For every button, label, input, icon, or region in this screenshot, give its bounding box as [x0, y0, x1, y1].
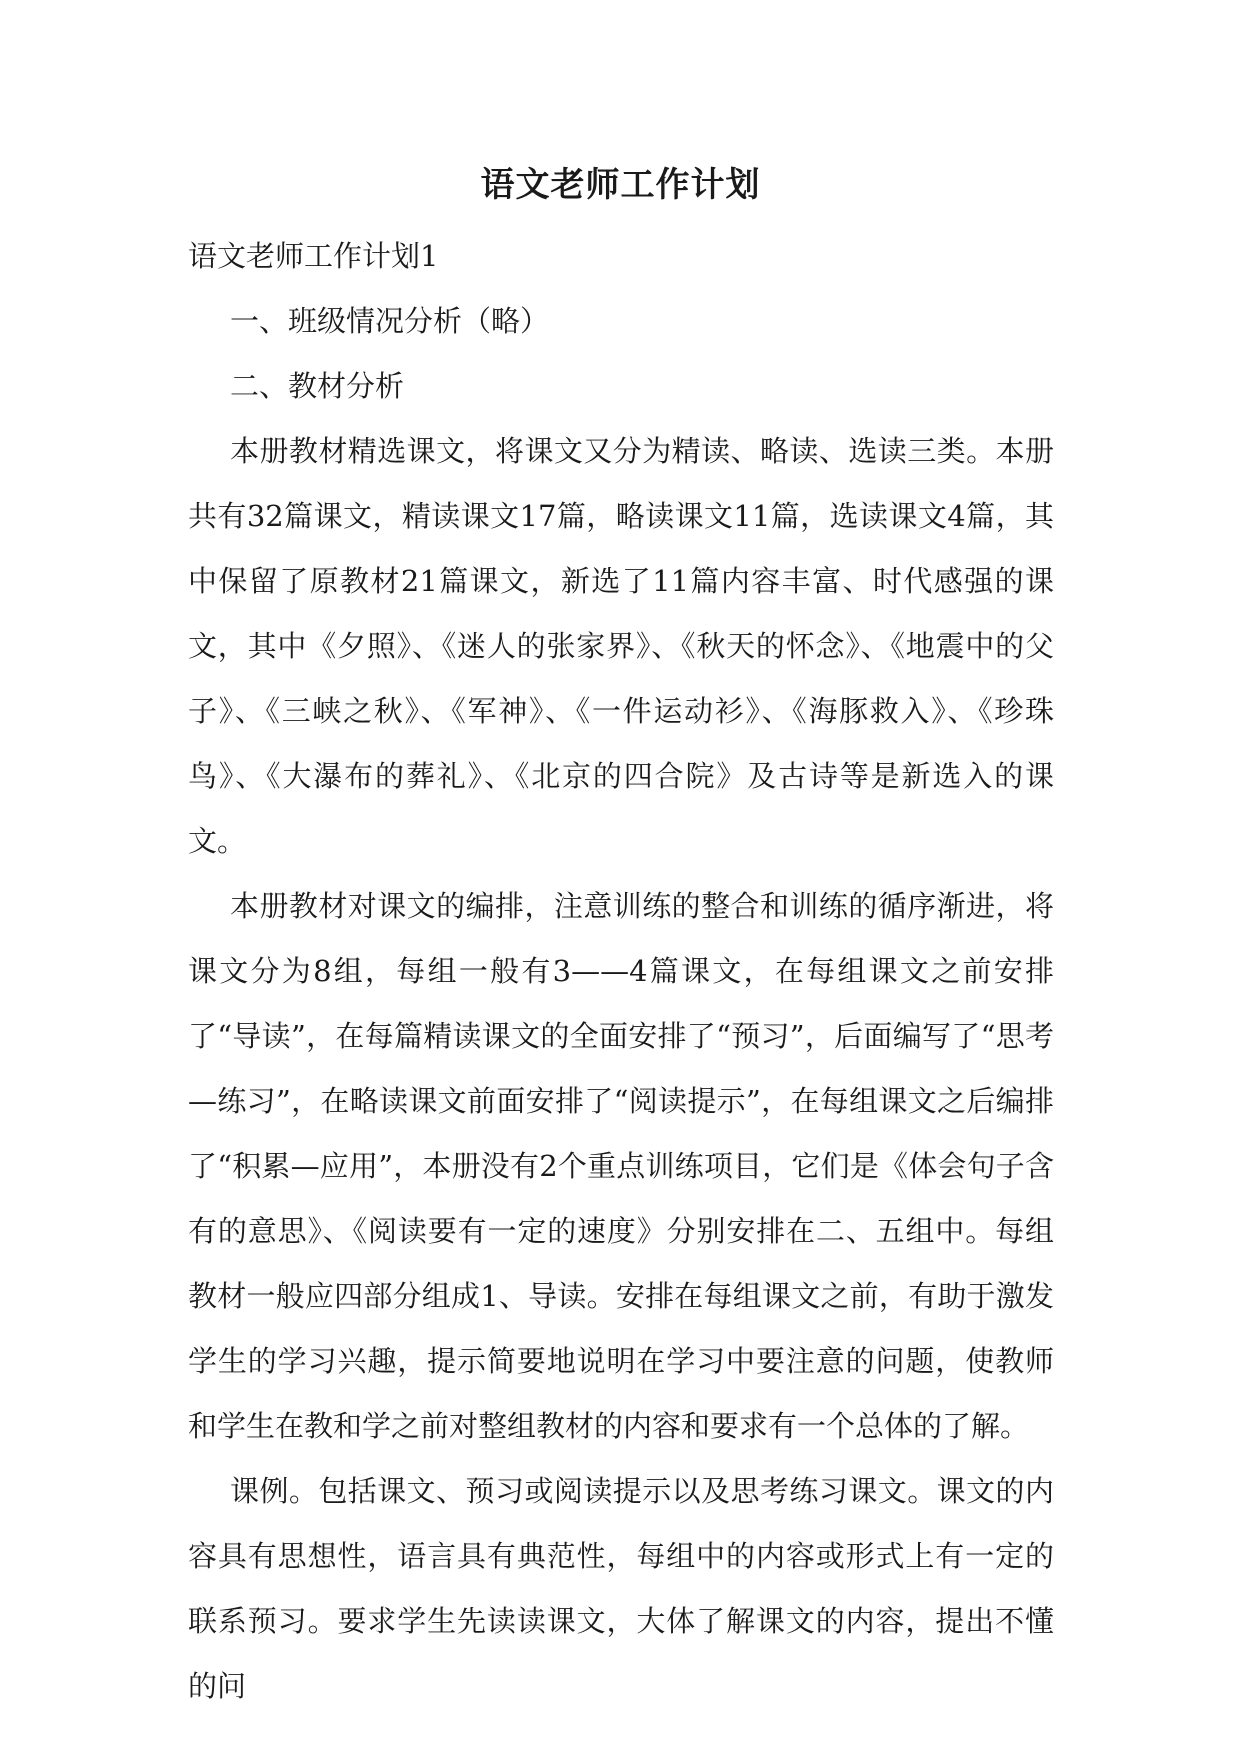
- section-heading-class-analysis: 一、班级情况分析（略）: [230, 304, 550, 338]
- paragraph-lesson-examples: 课例。包括课文、预习或阅读提示以及思考练习课文。课文的内容具有思想性，语言具有典范性，每组中的内容或形式上有一定的联系预习。要求学生先读读课文，大体了解课文的内容，提出不懂的问: [188, 1474, 1054, 1703]
- section-heading-textbook-analysis: 二、教材分析: [230, 369, 405, 403]
- document-title: 语文老师工作计划: [480, 165, 761, 205]
- paragraph-textbook-overview: 本册教材精选课文，将课文又分为精读、略读、选读三类。本册共有32篇课文，精读课文17篇，略读课文11篇，选读课文4篇，其中保留了原教材21篇课文，新选了11篇内容丰富、时代感强的课文，其中《夕照》、《迷人的张家界》、《秋天的怀念》、《地震中的父子》、《三峡之秋》、《军神》、《一件运动衫》、《海豚救入》、《珍珠鸟》、《大瀑布的葬礼》、《北京的四合院》及古诗等是新选入的课文。: [188, 434, 1054, 858]
- paragraph-textbook-arrangement: 本册教材对课文的编排，注意训练的整合和训练的循序渐进，将课文分为8组，每组一般有3——4篇课文，在每组课文之前安排了“导读”，在每篇精读课文的全面安排了“预习”，后面编写了“思考—练习”，在略读课文前面安排了“阅读提示”，在每组课文之后编排了“积累—应用”，本册没有2个重点训练项目，它们是《体会句子含有的意思》、《阅读要有一定的速度》分别安排在二、五组中。每组教材一般应四部分组成1、导读。安排在每组课文之前，有助于激发学生的学习兴趣，提示简要地说明在学习中要注意的问题，使教师和学生在教和学之前对整组教材的内容和要求有一个总体的了解。: [188, 889, 1054, 1443]
- document-body: [188, 224, 1054, 1719]
- plan-heading: 语文老师工作计划1: [188, 239, 439, 273]
